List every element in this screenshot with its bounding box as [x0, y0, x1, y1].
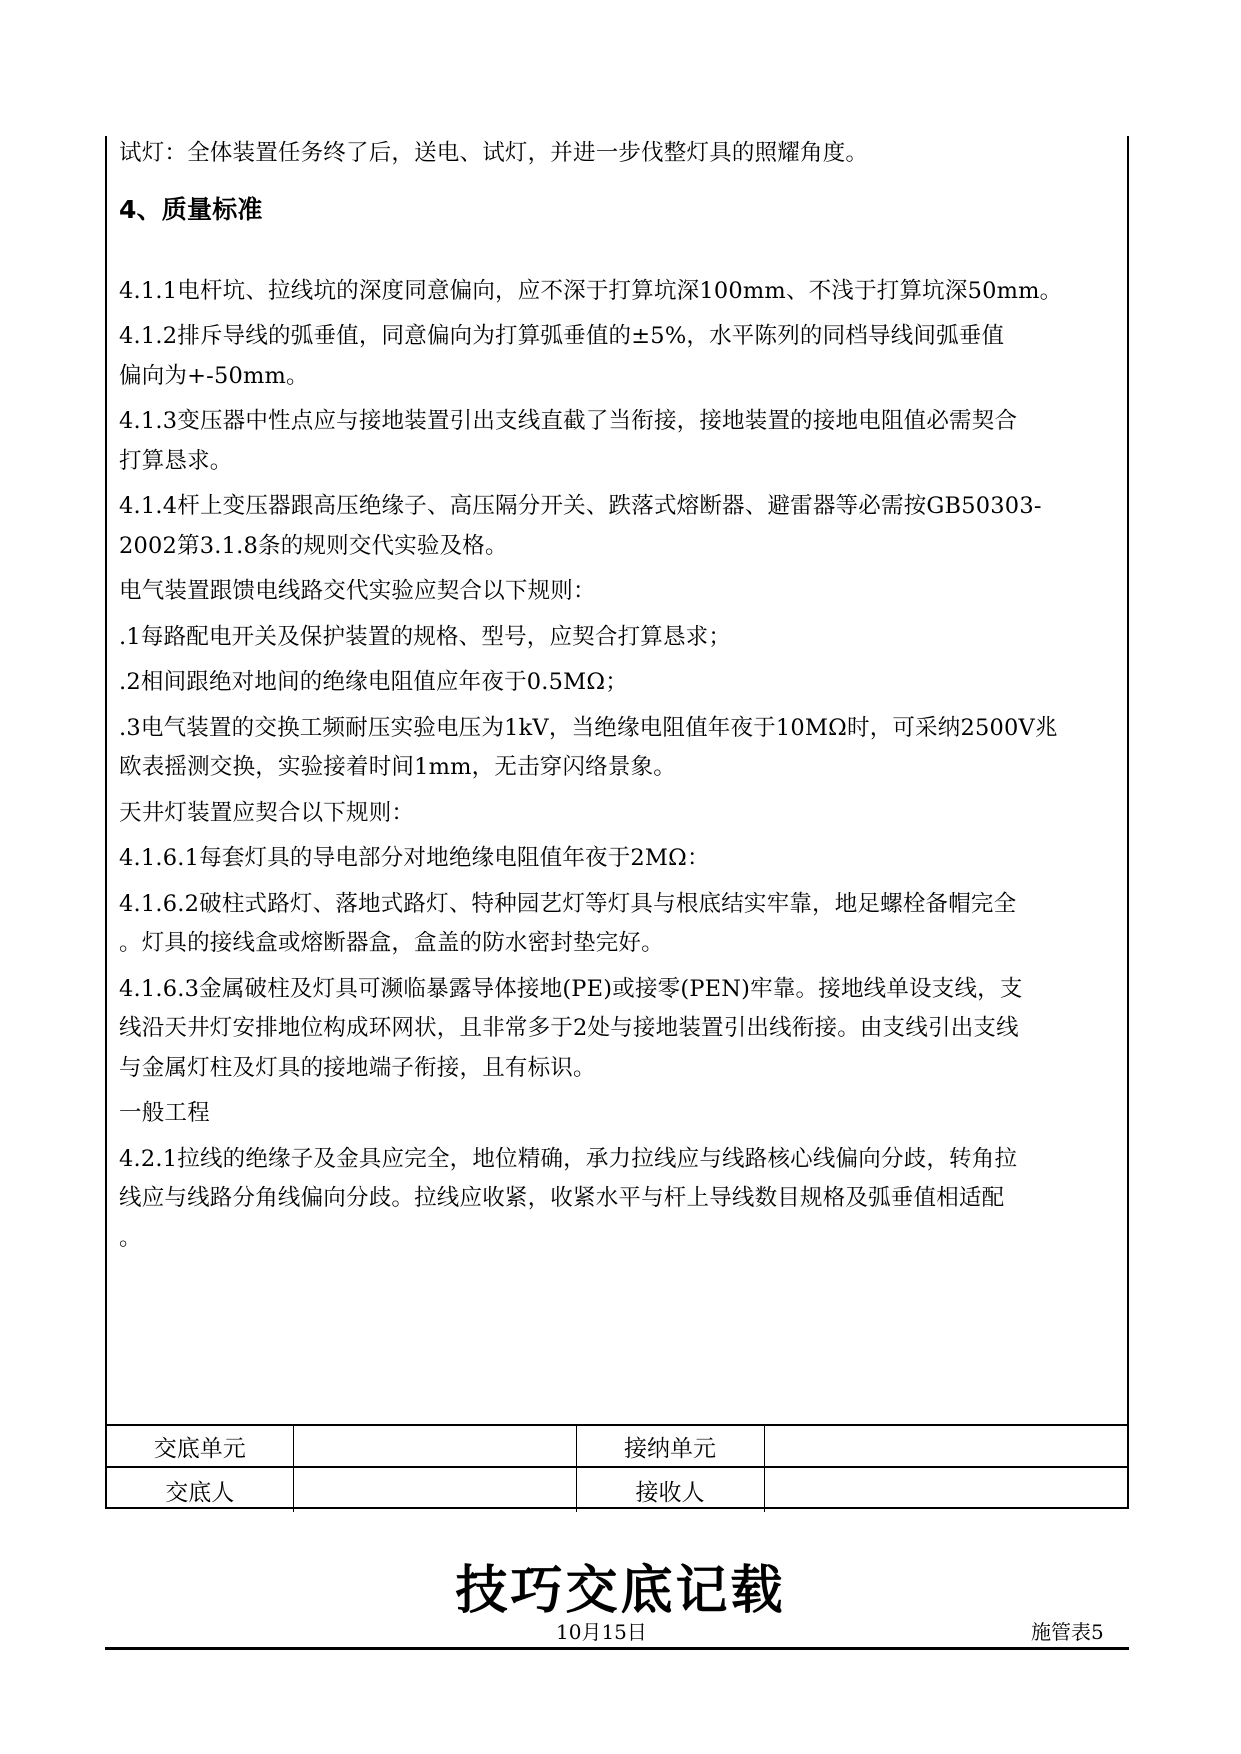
text-line: 天井灯装置应契合以下规则：: [119, 799, 415, 826]
text-line: 与金属灯柱及灯具的接地端子衔接，且有标识。: [119, 1054, 596, 1081]
text-line: 4.2.1拉线的绝缘子及金具应完全，地位精确，承力拉线应与线路核心线偏向分歧，转角拉: [119, 1145, 1018, 1172]
issuer-label: 交底人: [107, 1467, 293, 1512]
text-line: 线沿天井灯安排地位构成环网状，且非常多于2处与接地装置引出线衔接。由支线引出支线: [119, 1015, 1019, 1041]
receiving-unit-field[interactable]: [764, 1425, 1127, 1467]
text-line: .2相间跟绝对地间的绝缘电阻值应年夜于0.5MΩ；: [119, 669, 628, 695]
text-line: 4.1.6.3金属破柱及灯具可濒临暴露导体接地(PE)或接零(PEN)牢靠。接地线单设支线，支: [119, 975, 1023, 1002]
text-line: 一般工程: [119, 1100, 210, 1126]
text-line: 欧表摇测交换，实验接着时间1mm，无击穿闪络景象。: [119, 754, 676, 780]
text-line: 偏向为+-50mm。: [119, 362, 309, 389]
text-line: 。: [119, 1224, 142, 1251]
blank-space: [119, 230, 1114, 276]
text-line: 4.1.3变压器中性点应与接地装置引出支线直截了当衔接，接地装置的接地电阻值必需契合: [119, 408, 1018, 434]
text-line: 试灯：全体装置任务终了后，送电、试灯，并进一步伐整灯具的照耀角度。: [119, 140, 869, 166]
issuer-field[interactable]: [293, 1467, 576, 1512]
document-body: [119, 136, 1114, 1258]
text-line: 电气装置跟馈电线路交代实验应契合以下规则：: [119, 578, 596, 604]
document-frame: [105, 136, 1129, 1509]
text-line: 线应与线路分角线偏向分歧。拉线应收紧，收紧水平与杆上导线数目规格及弧垂值相适配: [119, 1185, 1005, 1211]
text-line: .1每路配电开关及保护装置的规格、型号，应契合打算恳求；: [119, 623, 732, 650]
form-number: 施管表5: [1031, 1620, 1104, 1644]
title-underline: [105, 1647, 1129, 1650]
receiving-unit-label: 接纳单元: [576, 1425, 764, 1467]
text-line: 4.1.4杆上变压器跟高压绝缘子、高压隔分开关、跌落式熔断器、避雷器等必需按GB50303-: [119, 493, 1042, 519]
text-line: 4.1.6.1每套灯具的导电部分对地绝缘电阻值年夜于2MΩ：: [119, 845, 710, 871]
issuing-unit-field[interactable]: [293, 1425, 576, 1467]
table-row: [107, 1425, 1127, 1467]
receiver-field[interactable]: [764, 1467, 1127, 1512]
signature-table: [107, 1424, 1127, 1512]
text-line: .3电气装置的交换工频耐压实验电压为1kV，当绝缘电阻值年夜于10MΩ时，可采纳2500V兆: [119, 714, 1058, 741]
table-row: [107, 1467, 1127, 1512]
text-line: 打算恳求。: [119, 447, 233, 474]
text-line: 。灯具的接线盒或熔断器盒，盒盖的防水密封垫完好。: [119, 930, 664, 956]
receiver-label: 接收人: [576, 1467, 764, 1512]
text-line: 4.1.6.2破柱式路灯、落地式路灯、特种园艺灯等灯具与根底结实牢靠，地足螺栓备帽完全: [119, 890, 1017, 917]
issuing-unit-label: 交底单元: [107, 1425, 293, 1467]
text-line: 4.1.2排斥导线的弧垂值，同意偏向为打算弧垂值的±5%，水平陈列的同档导线间弧垂值: [119, 323, 1005, 349]
text-line: 4.1.1电杆坑、拉线坑的深度同意偏向，应不深于打算坑深100mm、不浅于打算坑深50mm。: [119, 277, 1063, 304]
page-title: 技巧交底记载: [455, 1561, 786, 1621]
record-date: 10月15日: [556, 1620, 647, 1644]
text-line: 2002第3.1.8条的规则交代实验及格。: [119, 532, 508, 559]
section-heading: 4、质量标准: [119, 194, 263, 224]
